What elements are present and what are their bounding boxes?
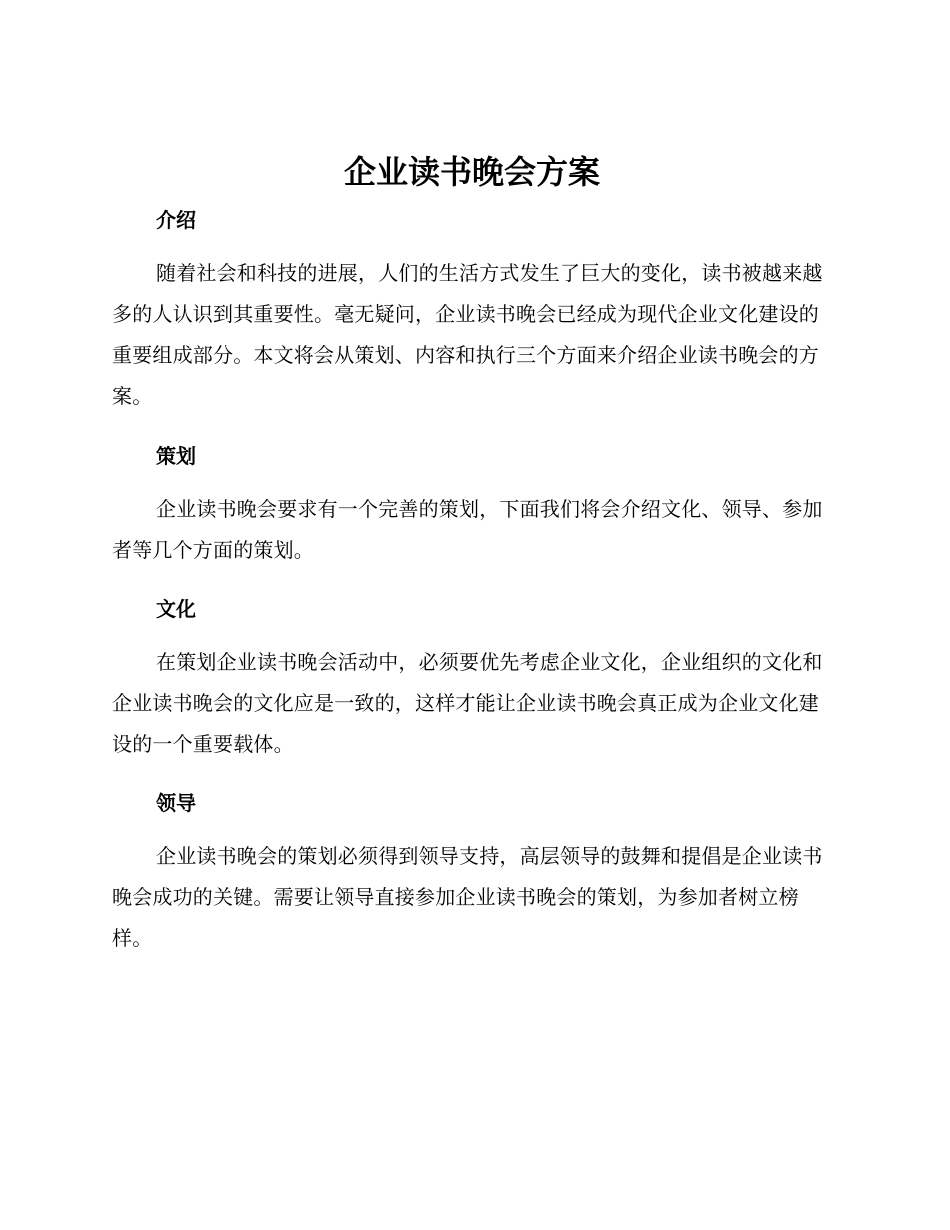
section-body-culture: 在策划企业读书晚会活动中，必须要优先考虑企业文化，企业组织的文化和企业读书晚会的文化应是一致的，这样才能让企业读书晚会真正成为企业文化建设的一个重要载体。 (112, 650, 823, 756)
section-heading-planning: 策划 (156, 444, 196, 468)
section-body-planning: 企业读书晚会要求有一个完善的策划，下面我们将会介绍文化、领导、参加者等几个方面的策划。 (112, 497, 823, 562)
section-heading-culture: 文化 (156, 597, 196, 621)
section-heading-leadership: 领导 (156, 791, 196, 815)
document-title: 企业读书晚会方案 (343, 153, 600, 191)
section-body-leadership: 企业读书晚会的策划必须得到领导支持，高层领导的鼓舞和提倡是企业读书晚会成功的关键。需要让领导直接参加企业读书晚会的策划，为参加者树立榜样。 (112, 844, 823, 950)
section-body-intro: 随着社会和科技的进展，人们的生活方式发生了巨大的变化，读书被越来越多的人认识到其重要性。毫无疑问，企业读书晚会已经成为现代企业文化建设的重要组成部分。本文将会从策划、内容和执行三个方面来介绍企业读书晚会的方案。 (112, 261, 823, 408)
section-heading-intro: 介绍 (156, 208, 196, 232)
